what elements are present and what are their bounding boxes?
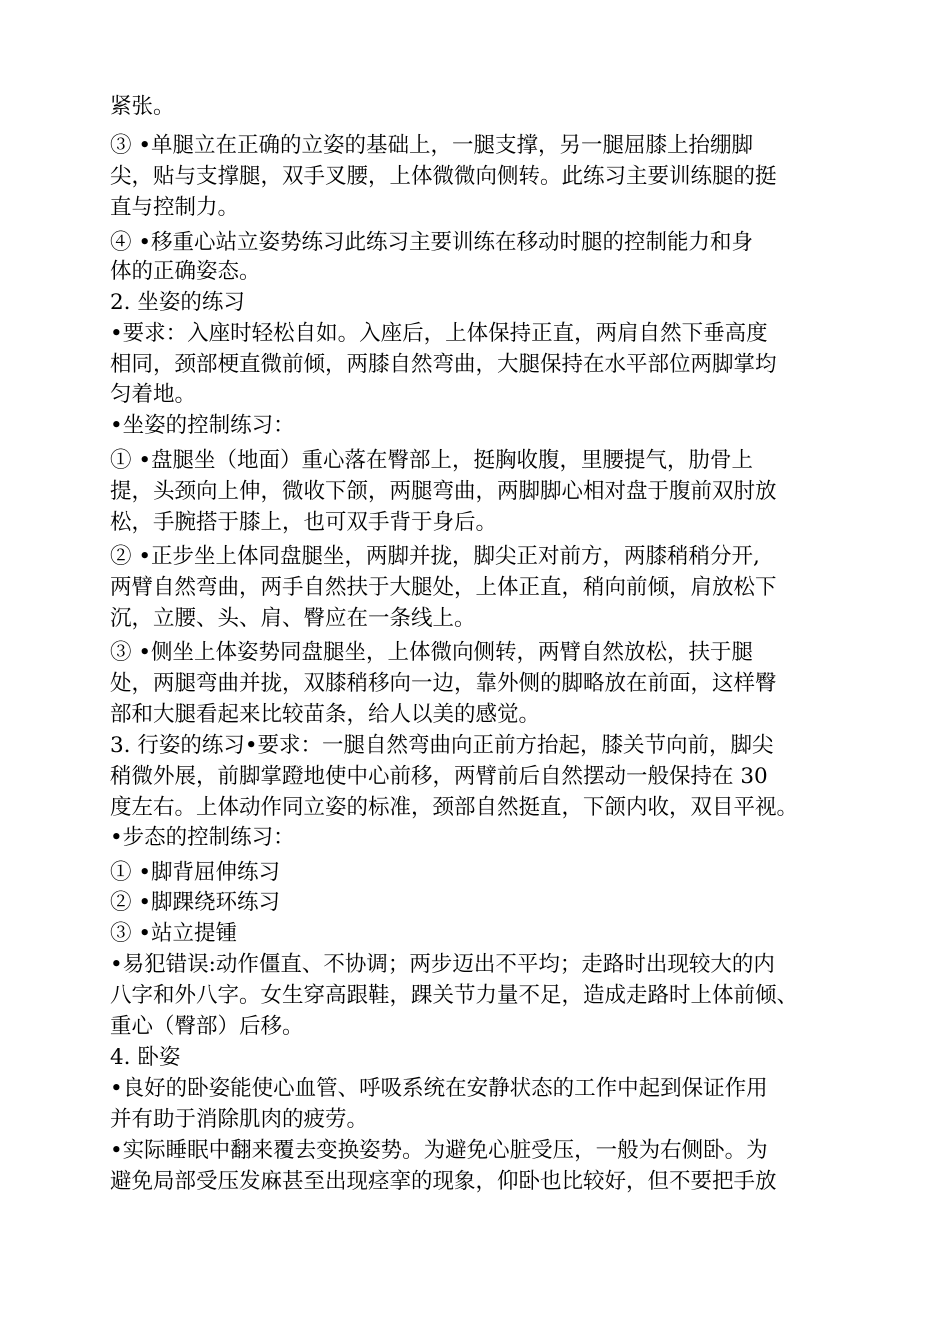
text-line: 沉，立腰、头、肩、臀应在一条线上。 (110, 606, 476, 631)
text-line: •要求：入座时轻松自如。入座后，上体保持正直，两肩自然下垂高度 (110, 321, 768, 346)
text-line: 八字和外八字。女生穿高跟鞋，踝关节力量不足，造成走路时上体前倾、 (110, 983, 799, 1008)
text-line: •良好的卧姿能使心血管、呼吸系统在安静状态的工作中起到保证作用 (110, 1076, 768, 1101)
text-line: 相同，颈部梗直微前倾，两膝自然弯曲，大腿保持在水平部位两脚掌均 (110, 352, 777, 377)
text-line: ③ •侧坐上体姿势同盘腿坐，上体微向侧转，两臂自然放松，扶于腿 (110, 640, 754, 665)
text-line: 部和大腿看起来比较苗条，给人以美的感觉。 (110, 702, 541, 727)
text-line: 体的正确姿态。 (110, 259, 261, 284)
text-line: 提，头颈向上伸，微收下颌，两腿弯曲，两脚脚心相对盘于腹前双肘放 (110, 479, 777, 504)
text-line: ④ •移重心站立姿势练习此练习主要训练在移动时腿的控制能力和身 (110, 230, 754, 255)
text-line: ① •脚背屈伸练习 (110, 860, 281, 885)
text-line: 重心（臀部）后移。 (110, 1014, 304, 1039)
text-line: 直与控制力。 (110, 195, 240, 220)
text-line: 稍微外展，前脚掌蹬地使中心前移，两臂前后自然摆动一般保持在 30 (110, 764, 768, 789)
section-heading: 4. 卧姿 (110, 1045, 181, 1070)
text-line: 两臂自然弯曲，两手自然扶于大腿处，上体正直，稍向前倾，肩放松下 (110, 575, 777, 600)
text-line: •步态的控制练习： (110, 825, 295, 850)
text-line: 紧张。 (110, 94, 175, 119)
text-line: •易犯错误:动作僵直、不协调；两步迈出不平均；走路时出现较大的内 (110, 952, 775, 977)
text-line: 尖，贴与支撑腿，双手叉腰，上体微微向侧转。此练习主要训练腿的挺 (110, 164, 777, 189)
text-line: 并有助于消除肌肉的疲劳。 (110, 1107, 369, 1132)
text-line: 度左右。上体动作同立姿的标准，颈部自然挺直，下颌内收，双目平视。 (110, 795, 799, 820)
section-heading: 3. 行姿的练习•要求：一腿自然弯曲向正前方抬起，膝关节向前，脚尖 (110, 733, 774, 758)
section-heading: 2. 坐姿的练习 (110, 290, 245, 315)
text-line: ② •正步坐上体同盘腿坐，两脚并拢，脚尖正对前方，两膝稍稍分开, (110, 544, 760, 569)
text-line: ③ •单腿立在正确的立姿的基础上，一腿支撑，另一腿屈膝上抬绷脚 (110, 133, 754, 158)
text-line: 松，手腕搭于膝上，也可双手背于身后。 (110, 510, 498, 535)
text-line: ② •脚踝绕环练习 (110, 890, 281, 915)
text-line: 避免局部受压发麻甚至出现痉挛的现象，仰卧也比较好，但不要把手放 (110, 1169, 777, 1194)
text-line: 处，两腿弯曲并拢，双膝稍移向一边，靠外侧的脚略放在前面，这样臀 (110, 671, 777, 696)
text-line: •实际睡眠中翻来覆去变换姿势。为避免心脏受压，一般为右侧卧。为 (110, 1138, 768, 1163)
text-line: ③ •站立提锺 (110, 921, 238, 946)
text-line: •坐姿的控制练习： (110, 413, 295, 438)
text-line: ① •盘腿坐（地面）重心落在臀部上，挺胸收腹，里腰提气，肋骨上 (110, 448, 754, 473)
text-line: 匀着地。 (110, 382, 197, 407)
